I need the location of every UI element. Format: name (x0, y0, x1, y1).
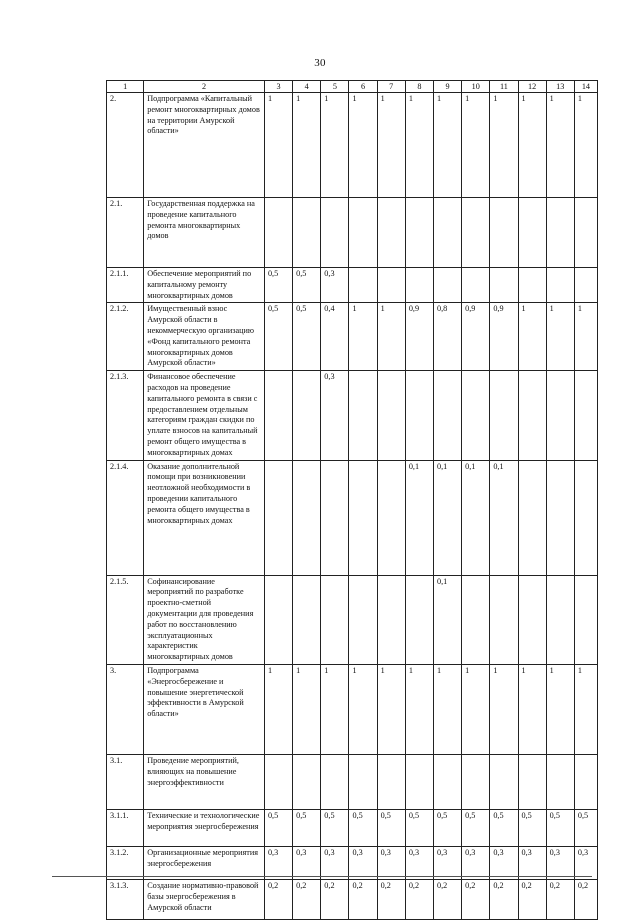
weight-cell: 1 (377, 303, 405, 371)
weight-cell: 0,5 (462, 809, 490, 846)
row-name: Имущественный взнос Амурской области в некоммерческую организацию «Фонд капитального ремонта многоквартирных домов Амурской области» (144, 303, 265, 371)
table-row (107, 93, 598, 198)
weight-cell (546, 371, 574, 460)
weight-cell: 0,4 (321, 303, 349, 371)
column-number-header: 5 (321, 81, 349, 93)
weight-cell: 1 (377, 93, 405, 198)
weight-cell: 0,9 (490, 303, 518, 371)
column-number-header: 2 (144, 81, 265, 93)
weight-cell: 0,3 (433, 846, 461, 879)
row-name: Подпрограмма «Энергосбережение и повышение энергетической эффективности в Амурской области» (144, 664, 265, 754)
row-code: 2.1.1. (107, 268, 144, 303)
weight-cell (574, 268, 597, 303)
weight-cell (321, 460, 349, 575)
weight-cell: 1 (293, 93, 321, 198)
weight-cell: 1 (405, 664, 433, 754)
weight-cell: 0,2 (574, 879, 597, 919)
column-number-header: 10 (462, 81, 490, 93)
weight-cell (405, 575, 433, 664)
weight-cell (433, 198, 461, 268)
weight-cell (321, 575, 349, 664)
weight-cell: 0,5 (293, 303, 321, 371)
weight-cell: 0,2 (264, 879, 292, 919)
weight-cell (293, 754, 321, 809)
table-row (107, 268, 598, 303)
weight-cell: 0,5 (293, 268, 321, 303)
column-number-header: 8 (405, 81, 433, 93)
weight-cell: 0,3 (574, 846, 597, 879)
row-name: Подпрограмма «Капитальный ремонт многоквартирных домов на территории Амурской области» (144, 93, 265, 198)
weight-cell (264, 460, 292, 575)
weight-cell: 0,1 (433, 460, 461, 575)
weight-cell: 1 (405, 93, 433, 198)
weight-cell (349, 754, 377, 809)
weight-cell (377, 754, 405, 809)
weight-cell: 0,3 (405, 846, 433, 879)
weight-cell: 1 (546, 664, 574, 754)
weight-cell: 0,2 (349, 879, 377, 919)
weight-cell: 1 (264, 664, 292, 754)
weight-cell: 0,5 (490, 809, 518, 846)
weight-cell: 0,5 (574, 809, 597, 846)
weight-cell: 1 (264, 93, 292, 198)
weight-cell: 0,9 (405, 303, 433, 371)
column-number-header: 3 (264, 81, 292, 93)
weight-cell: 0,5 (433, 809, 461, 846)
weight-cell (546, 460, 574, 575)
weight-cell (518, 575, 546, 664)
weight-cell (574, 198, 597, 268)
row-code: 3.1.2. (107, 846, 144, 879)
weight-cell: 0,2 (462, 879, 490, 919)
weight-cell (405, 371, 433, 460)
weight-cell (462, 198, 490, 268)
weight-cell: 1 (518, 664, 546, 754)
weight-cell (349, 460, 377, 575)
weight-cell: 0,2 (546, 879, 574, 919)
weight-cell (433, 754, 461, 809)
weight-cell (462, 754, 490, 809)
table-row (107, 846, 598, 879)
weight-cell (546, 198, 574, 268)
weight-cell (490, 371, 518, 460)
table-row (107, 809, 598, 846)
weight-cell (574, 575, 597, 664)
weight-cell (264, 371, 292, 460)
column-number-header: 14 (574, 81, 597, 93)
table-row (107, 198, 598, 268)
weight-cell (377, 460, 405, 575)
weight-cell: 0,5 (546, 809, 574, 846)
weight-cell (405, 754, 433, 809)
weight-cell: 1 (462, 93, 490, 198)
weight-cell (490, 754, 518, 809)
column-number-header: 13 (546, 81, 574, 93)
weight-cell (518, 371, 546, 460)
weight-cell: 0,3 (546, 846, 574, 879)
table-row (107, 754, 598, 809)
weight-cell (518, 268, 546, 303)
column-number-header: 12 (518, 81, 546, 93)
weight-cell: 1 (349, 664, 377, 754)
weight-cell: 1 (574, 303, 597, 371)
weight-cell: 1 (546, 303, 574, 371)
weight-cell: 0,5 (264, 303, 292, 371)
weight-cell: 0,2 (405, 879, 433, 919)
row-code: 2.1.4. (107, 460, 144, 575)
row-name: Создание нормативно-правовой базы энергосбережения в Амурской области (144, 879, 265, 919)
weight-cell: 0,5 (321, 809, 349, 846)
table-header-row (107, 81, 598, 93)
weight-cell (349, 268, 377, 303)
weight-cell (574, 754, 597, 809)
weight-cell: 0,5 (405, 809, 433, 846)
weight-cell: 1 (293, 664, 321, 754)
weight-cell: 0,2 (321, 879, 349, 919)
row-code: 3.1. (107, 754, 144, 809)
weight-cell: 0,5 (518, 809, 546, 846)
row-code: 2. (107, 93, 144, 198)
weight-cell: 0,3 (321, 371, 349, 460)
table-row (107, 460, 598, 575)
weight-cell (293, 371, 321, 460)
weight-cell: 0,1 (433, 575, 461, 664)
weight-cell (377, 371, 405, 460)
weight-cell (264, 575, 292, 664)
weight-cell: 1 (433, 664, 461, 754)
weight-cell (574, 460, 597, 575)
weight-cell (546, 575, 574, 664)
weight-cell (433, 268, 461, 303)
weight-cell: 0,3 (293, 846, 321, 879)
weight-cell: 0,5 (293, 809, 321, 846)
column-number-header: 9 (433, 81, 461, 93)
weight-cell (349, 198, 377, 268)
weight-cell: 0,3 (462, 846, 490, 879)
weight-cell: 1 (490, 664, 518, 754)
row-name: Финансовое обеспечение расходов на проведение капитального ремонта в связи с предоставлением отдельным категориям граждан скидки по уплате взносов на капитальный ремонт общего имущества в многоквартирных домах (144, 371, 265, 460)
row-code: 2.1.2. (107, 303, 144, 371)
weight-cell: 1 (349, 93, 377, 198)
weight-cell (546, 754, 574, 809)
weight-cell: 0,3 (264, 846, 292, 879)
column-number-header: 11 (490, 81, 518, 93)
weight-cell (264, 198, 292, 268)
weight-cell: 1 (377, 664, 405, 754)
row-name: Государственная поддержка на проведение капитального ремонта многоквартирных домов (144, 198, 265, 268)
weight-cell (462, 371, 490, 460)
weight-cell (377, 198, 405, 268)
row-name: Обеспечение мероприятий по капитальному ремонту многоквартирных домов (144, 268, 265, 303)
weight-cell (377, 575, 405, 664)
weight-cell: 0,3 (490, 846, 518, 879)
weight-cell: 0,2 (433, 879, 461, 919)
weight-cell (574, 371, 597, 460)
weight-cell (433, 371, 461, 460)
weight-cell (293, 460, 321, 575)
page-bottom-rule (52, 876, 592, 877)
weight-cell: 0,1 (490, 460, 518, 575)
weight-cell: 1 (462, 664, 490, 754)
weight-cell: 1 (433, 93, 461, 198)
weight-cell: 1 (490, 93, 518, 198)
weight-cell: 0,5 (349, 809, 377, 846)
weight-cell (293, 198, 321, 268)
row-code: 3. (107, 664, 144, 754)
weight-cell (490, 198, 518, 268)
table-row (107, 879, 598, 919)
weight-cell (518, 198, 546, 268)
row-name: Проведение мероприятий, влияющих на повышение энергоэффективности (144, 754, 265, 809)
weight-cell: 1 (321, 664, 349, 754)
weight-cell (349, 371, 377, 460)
weight-cell: 0,1 (405, 460, 433, 575)
weight-cell (462, 575, 490, 664)
row-name: Оказание дополнительной помощи при возникновении неотложной необходимости в проведении капитального ремонта общего имущества в многоквартирных домах (144, 460, 265, 575)
column-number-header: 1 (107, 81, 144, 93)
row-code: 3.1.3. (107, 879, 144, 919)
weight-cell: 0,3 (349, 846, 377, 879)
weight-cell: 1 (546, 93, 574, 198)
weight-cell: 1 (518, 303, 546, 371)
row-name: Организационные мероприятия энергосбережения (144, 846, 265, 879)
weight-cell: 0,3 (321, 846, 349, 879)
weight-cell: 0,3 (518, 846, 546, 879)
weight-cell (293, 575, 321, 664)
weight-cell: 0,2 (293, 879, 321, 919)
weight-cell: 0,3 (377, 846, 405, 879)
weight-cell: 0,9 (462, 303, 490, 371)
row-code: 2.1.5. (107, 575, 144, 664)
weight-cell: 0,3 (321, 268, 349, 303)
table-row (107, 575, 598, 664)
table-row (107, 303, 598, 371)
weight-cell: 0,2 (518, 879, 546, 919)
row-name: Софинансирование мероприятий по разработке проектно-сметной документации для проведения работ по восстановлению эксплуатационных характеристик многоквартирных домов (144, 575, 265, 664)
weight-cell (490, 575, 518, 664)
weight-cell: 0,8 (433, 303, 461, 371)
weight-cell (377, 268, 405, 303)
weight-cell (321, 198, 349, 268)
column-number-header: 4 (293, 81, 321, 93)
row-name: Технические и технологические мероприятия энергосбережения (144, 809, 265, 846)
table-row (107, 664, 598, 754)
weight-cell: 1 (574, 93, 597, 198)
weight-cell (349, 575, 377, 664)
weight-cell (490, 268, 518, 303)
weight-cell: 0,5 (264, 268, 292, 303)
row-code: 3.1.1. (107, 809, 144, 846)
weight-cell (518, 460, 546, 575)
weight-cell: 1 (574, 664, 597, 754)
weight-cell (518, 754, 546, 809)
weight-cell (462, 268, 490, 303)
weight-cell: 0,5 (377, 809, 405, 846)
weight-cell (405, 268, 433, 303)
row-code: 2.1. (107, 198, 144, 268)
weight-cell (546, 268, 574, 303)
page-number: 30 (314, 57, 326, 69)
weight-cell: 0,2 (490, 879, 518, 919)
weight-cell: 0,2 (377, 879, 405, 919)
weight-cell: 1 (518, 93, 546, 198)
weight-cell (264, 754, 292, 809)
program-weights-table (106, 80, 598, 920)
weight-cell (405, 198, 433, 268)
weight-cell: 1 (349, 303, 377, 371)
weight-cell: 0,1 (462, 460, 490, 575)
column-number-header: 7 (377, 81, 405, 93)
row-code: 2.1.3. (107, 371, 144, 460)
column-number-header: 6 (349, 81, 377, 93)
weight-cell: 0,5 (264, 809, 292, 846)
weight-cell: 1 (321, 93, 349, 198)
table-row (107, 371, 598, 460)
weight-cell (321, 754, 349, 809)
